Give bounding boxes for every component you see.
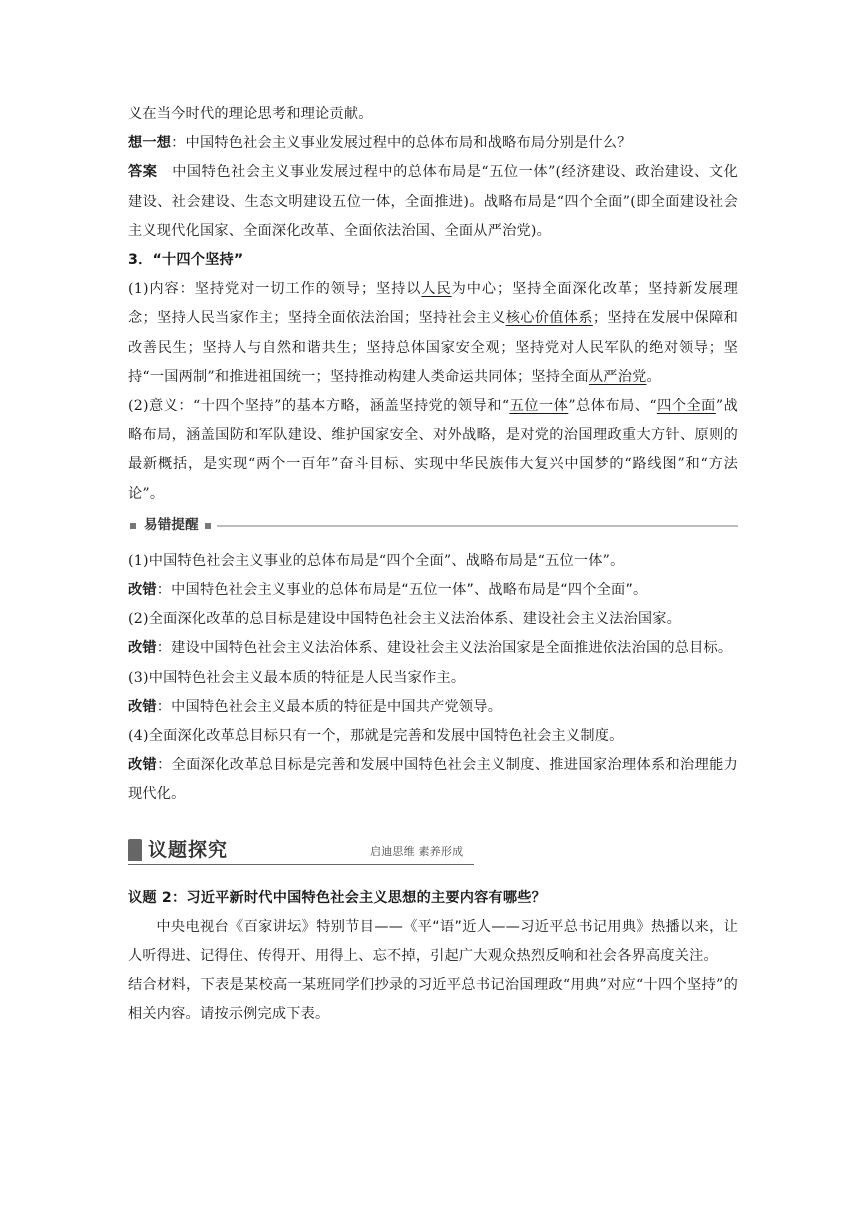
section-marker-icon xyxy=(128,839,142,861)
content-paragraph xyxy=(128,275,738,392)
section-underline xyxy=(128,864,474,866)
correction-label: 改错 xyxy=(128,698,157,715)
underlined-term: 核心价值体系 xyxy=(505,310,593,327)
underlined-term: 人民 xyxy=(421,281,452,298)
section-header-inquiry xyxy=(128,836,738,870)
text-fragment: ”总体布局、“ xyxy=(568,398,657,415)
correction-label: 改错 xyxy=(128,757,158,774)
think-label: 想一想 xyxy=(128,135,172,152)
material-paragraph: 中央电视台《百家讲坛》特别节目——《平“语”近人——习近平总书记用典》热播以来，让人听得进、记得住、传得开、用得上、忘不掉，引起广大观众热烈反响和社会各界高度关注。 xyxy=(128,918,738,965)
square-marker-icon xyxy=(205,523,211,529)
text-fragment: ”战略布局，涵盖国防和军队建设、维护国家安全、对外战略，是对党的治国理政重大方针、原则的最新概括，是实现“两个一百年”奋斗目标、实现中华民族伟大复兴中国梦的“路线图”和“方法论”。 xyxy=(128,398,738,502)
text-fragment: ；坚持在发展中保障和改善民生；坚持人与自然和谐共生；坚持总体国家安全观；坚持党对人民军队的绝对领导；坚持“一国两制”和推进祖国统一；坚持推动构建人类命运共同体；坚持全面 xyxy=(128,310,739,385)
correction-label: 改错 xyxy=(128,640,157,657)
correction-text: ：建设中国特色社会主义法治体系、建设社会主义法治国家是全面推进依法治国的总目标。 xyxy=(156,640,733,657)
correction-4 xyxy=(128,751,738,809)
text-fragment: (1)内容：坚持党对一切工作的领导；坚持以 xyxy=(128,281,422,298)
underlined-term: 五位一体 xyxy=(509,398,569,415)
answer-text: 中国特色社会主义事业发展过程中的总体布局是“五位一体”(经济建设、政治建设、文化建设、社会建设、生态文明建设五位一体，全面推进)。战略布局是“四个全面”(即全面建设社会主义现代化国家、全面深化改革、全面依法治国、全面从严治党)。 xyxy=(128,164,738,239)
document-body xyxy=(128,100,738,1030)
text-fragment: 为中心；坚持全面深化改革；坚持新发展理念；坚持人民当家作主；坚持全面依法治国；坚持社会主义 xyxy=(128,281,738,327)
significance-paragraph xyxy=(128,392,738,509)
correction-2 xyxy=(128,634,738,663)
task-instruction: 结合材料，下表是某校高一某班同学们抄录的习近平总书记治国理政“用典”对应“十四个坚持”的相关内容。请按示例完成下表。 xyxy=(128,977,738,1023)
correction-3 xyxy=(128,693,738,722)
error-item-3: (3)中国特色社会主义最本质的特征是人民当家作主。 xyxy=(128,669,466,686)
paragraph-continuation: 义在当今时代的理论思考和理论贡献。 xyxy=(128,106,373,122)
square-marker-icon xyxy=(130,523,136,529)
section-title: 议题探究 xyxy=(148,838,229,861)
divider-line xyxy=(217,525,738,527)
correction-label: 改错 xyxy=(128,582,157,599)
subheading-14-adherences: 3．“十四个坚持” xyxy=(128,252,244,269)
correction-text: ：中国特色社会主义事业的总体布局是“五位一体”、战略布局是“四个全面”。 xyxy=(156,582,648,599)
think-text: ：中国特色社会主义事业发展过程中的总体布局和战略布局分别是什么？ xyxy=(171,135,632,152)
section-subtitle: 启迪思维 素养形成 xyxy=(370,844,464,858)
underlined-term: 从严治党 xyxy=(588,368,647,385)
error-reminder-header xyxy=(128,511,738,541)
error-item-2: (2)全面深化改革的总目标是建设中国特色社会主义法治体系、建设社会主义法治国家。 xyxy=(128,611,682,628)
error-reminder-title: 易错提醒 xyxy=(144,517,199,534)
error-item-4: (4)全面深化改革总目标只有一个，那就是完善和发展中国特色社会主义制度。 xyxy=(128,728,624,745)
answer-paragraph xyxy=(128,158,738,246)
answer-label: 答案 xyxy=(128,164,158,181)
topic-question: 议题 2：习近平新时代中国特色社会主义思想的主要内容有哪些？ xyxy=(128,889,547,906)
correction-1 xyxy=(128,576,738,605)
text-fragment: (2)意义：“十四个坚持”的基本方略，涵盖坚持党的领导和“ xyxy=(128,398,510,415)
error-item-1: (1)中国特色社会主义事业的总体布局是“四个全面”、战略布局是“五位一体”。 xyxy=(128,552,625,569)
text-fragment: 。 xyxy=(646,368,661,385)
correction-text: ：全面深化改革总目标是完善和发展中国特色社会主义制度、推进国家治理体系和治理能力现代化。 xyxy=(128,757,738,803)
think-question xyxy=(128,129,738,158)
underlined-term: 四个全面 xyxy=(656,398,716,415)
correction-text: ：中国特色社会主义最本质的特征是中国共产党领导。 xyxy=(156,698,503,715)
